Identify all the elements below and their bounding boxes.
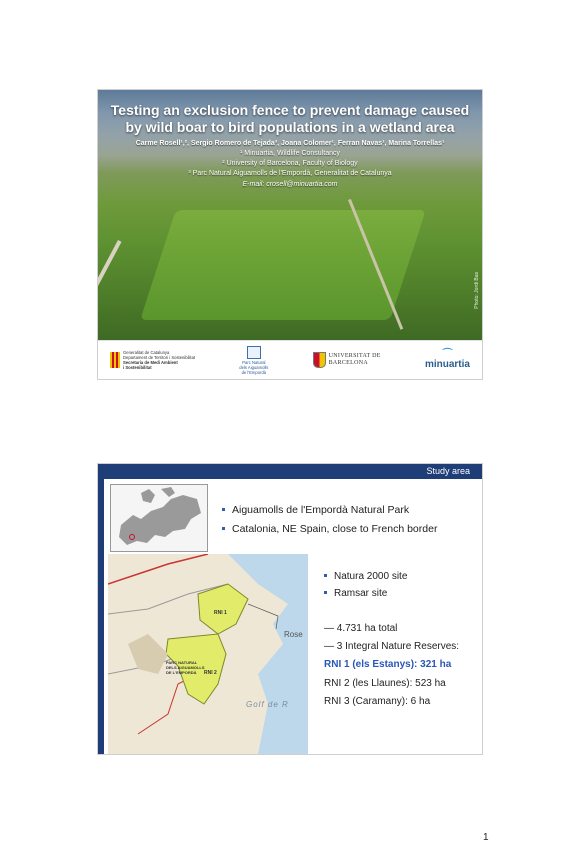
- logo-strip: [98, 340, 482, 379]
- affiliation-1: ¹ Minuartia, Wildlife Consultancy: [240, 150, 340, 157]
- title-line-1: Testing an exclusion fence to prevent damage caused: [110, 102, 470, 118]
- rni1-area: RNI 1 (els Estanys): 321 ha: [324, 659, 452, 670]
- affiliation-3: ³ Parc Natural Aiguamolls de l'Empordà, Generalitat de Catalunya: [188, 170, 392, 177]
- ub-line-2: BARCELONA: [328, 360, 368, 366]
- parc-emblem-icon: [247, 346, 261, 359]
- slide-header-bar: [98, 464, 482, 479]
- parc-line-2: dels Aiguamolls: [239, 364, 269, 370]
- bullet-natura-2000: Natura 2000 site: [324, 568, 407, 585]
- title-line-2: by wild boar to bird populations in a wetland area: [125, 119, 455, 135]
- meadow-shape: [140, 210, 426, 320]
- rni3-area: RNI 3 (Caramany): 6 ha: [324, 696, 431, 707]
- contact-email: E-mail: crosell@minuartia.com: [242, 181, 338, 188]
- generalitat-line-2: Departament de Territori i Sostenibilitat: [123, 355, 196, 360]
- map-label-golf: Golf de R: [246, 700, 289, 709]
- reserves-intro: — 3 Integral Nature Reserves:: [324, 641, 460, 652]
- location-bullets: [222, 501, 437, 539]
- presentation-title: [98, 102, 482, 136]
- generalitat-logo: [110, 350, 195, 370]
- study-area-slide: [98, 464, 482, 754]
- europe-locator-map: [110, 484, 208, 552]
- title-slide: [98, 90, 482, 379]
- ub-shield-icon: [313, 352, 326, 368]
- generalitat-line-3: Secretaria de Medi Ambient: [123, 360, 178, 365]
- ub-line-1: UNIVERSITAT DE: [328, 353, 381, 359]
- page-number: 1: [483, 832, 489, 843]
- total-area: — 4.731 ha total: [324, 623, 398, 634]
- bullet-ramsar: Ramsar site: [324, 585, 407, 602]
- bullet-park-name: Aiguamolls de l'Empordà Natural Park: [222, 501, 437, 520]
- map-label-rose: Rose: [284, 630, 303, 639]
- map-label-rni1: RNI 1: [214, 610, 227, 616]
- bullet-location: Catalonia, NE Spain, close to French border: [222, 520, 437, 539]
- senyera-flag-icon: [110, 352, 120, 368]
- designation-bullets: [324, 568, 407, 602]
- parc-natural-logo: [239, 346, 268, 375]
- map-label-park: PARC NATURAL DELS AIGUAMOLLS DE L'EMPORDÀ: [166, 660, 205, 675]
- slide-left-bar: [98, 464, 104, 754]
- reserve-map: [108, 554, 308, 754]
- university-barcelona-logo: [313, 352, 381, 368]
- map-label-rni2: RNI 2: [204, 670, 217, 676]
- slide-header-title: Study area: [426, 466, 470, 476]
- parc-line-1: Parc Natural: [242, 359, 266, 365]
- generalitat-line-1: Generalitat de Catalunya: [123, 350, 170, 355]
- minuartia-logo: [424, 348, 470, 370]
- minuartia-mark-icon: ⌒: [442, 348, 453, 360]
- affiliation-2: ² University of Barcelona, Faculty of Biology: [222, 160, 358, 167]
- photo-credit: Photo: Jordi Bas: [474, 272, 480, 309]
- generalitat-line-4: i Sostenibilitat: [123, 365, 152, 370]
- minuartia-wordmark: minuartia: [424, 358, 470, 370]
- parc-line-3: de l'Empordà: [241, 369, 267, 375]
- authors-line: Carme Rosell¹,², Sergio Romero de Tejada³, Joana Colomer¹, Ferran Navas¹, Marina Torrellas¹: [135, 140, 445, 147]
- rni2-area: RNI 2 (les Llaunes): 523 ha: [324, 678, 446, 689]
